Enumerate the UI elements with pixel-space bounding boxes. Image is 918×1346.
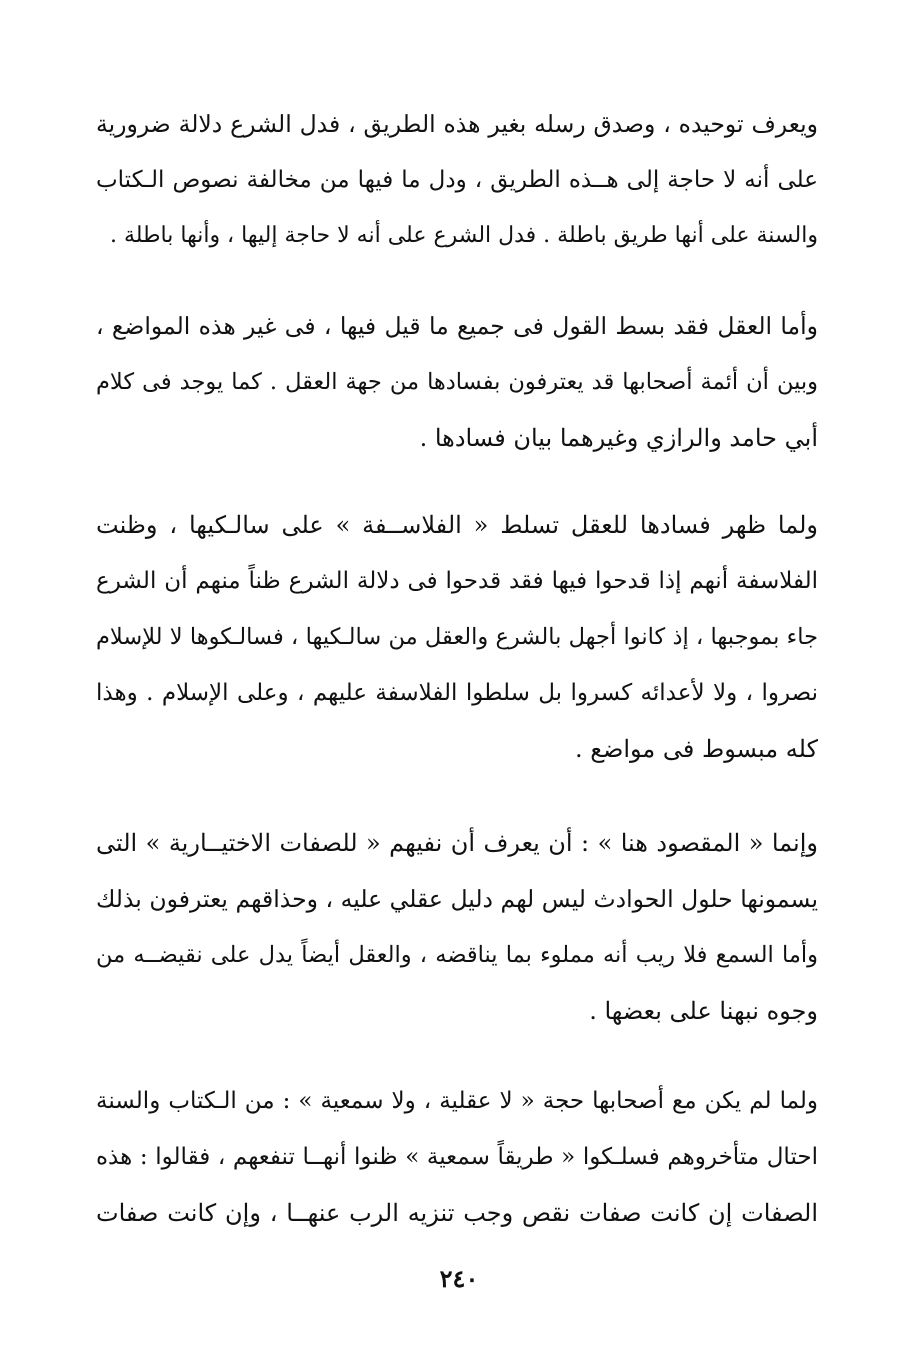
text-line: الفلاسفة أنهم إذا قدحوا فيها فقد قدحوا فى دلالة الشرع ظناً منهم أن الشرع [96, 568, 818, 594]
text-line: نصروا ، ولا لأعدائه كسروا بل سلطوا الفلاسفة عليهم ، وعلى الإسلام . وهذا [96, 680, 818, 706]
paragraph-1 [96, 96, 818, 264]
page-number: ٢٤٠ [439, 1264, 479, 1293]
text-line: وأما السمع فلا ريب أنه مملوء بما يناقضه ، والعقل أيضاً يدل على نقيضــه من [96, 942, 818, 968]
text-line: على أنه لا حاجة إلى هــذه الطريق ، ودل ما فيها من مخالفة نصوص الـكتاب [96, 167, 818, 193]
text-line: ولما لم يكن مع أصحابها حجة « لا عقلية ، ولا سمعية » : من الـكتاب والسنة [96, 1088, 818, 1114]
text-line: جاء بموجبها ، إذ كانوا أجهل بالشرع والعقل من سالـكيها ، فسالـكوها لا للإسلام [96, 624, 818, 650]
text-line: وجوه نبهنا على بعضها . [589, 997, 818, 1025]
text-line: وأما العقل فقد بسط القول فى جميع ما قيل فيها ، فى غير هذه المواضع ، [96, 312, 818, 340]
paragraph-2 [96, 298, 818, 466]
paragraph-5 [96, 1073, 818, 1241]
text-line: يسمونها حلول الحوادث ليس لهم دليل عقلي عليه ، وحذاقهم يعترفون بذلك [96, 885, 818, 913]
text-line: وبين أن أئمة أصحابها قد يعترفون بفسادها من جهة العقل . كما يوجد فى كلام [96, 369, 818, 395]
text-line: احتال متأخروهم فسلـكوا « طريقاً سمعية » ظنوا أنهــا تنفعهم ، فقالوا : هذه [96, 1144, 818, 1170]
paragraph-4 [96, 815, 818, 1039]
paragraph-3 [96, 497, 818, 777]
text-line: الصفات إن كانت صفات نقص وجب تنزيه الرب عنهــا ، وإن كانت صفات [96, 1199, 818, 1227]
text-line: ولما ظهر فسادها للعقل تسلط « الفلاســفة » على سالـكيها ، وظنت [96, 511, 818, 539]
text-line: وإنما « المقصود هنا » : أن يعرف أن نفيهم « للصفات الاختيــارية » التى [96, 829, 818, 857]
text-line: والسنة على أنها طريق باطلة . فدل الشرع على أنه لا حاجة إليها ، وأنها باطلة . [109, 223, 818, 248]
text-line: ويعرف توحيده ، وصدق رسله بغير هذه الطريق ، فدل الشرع دلالة ضرورية [96, 110, 818, 138]
text-line: كله مبسوط فى مواضع . [574, 735, 818, 763]
text-line: أبي حامد والرازي وغيرهما بيان فسادها . [419, 424, 818, 452]
